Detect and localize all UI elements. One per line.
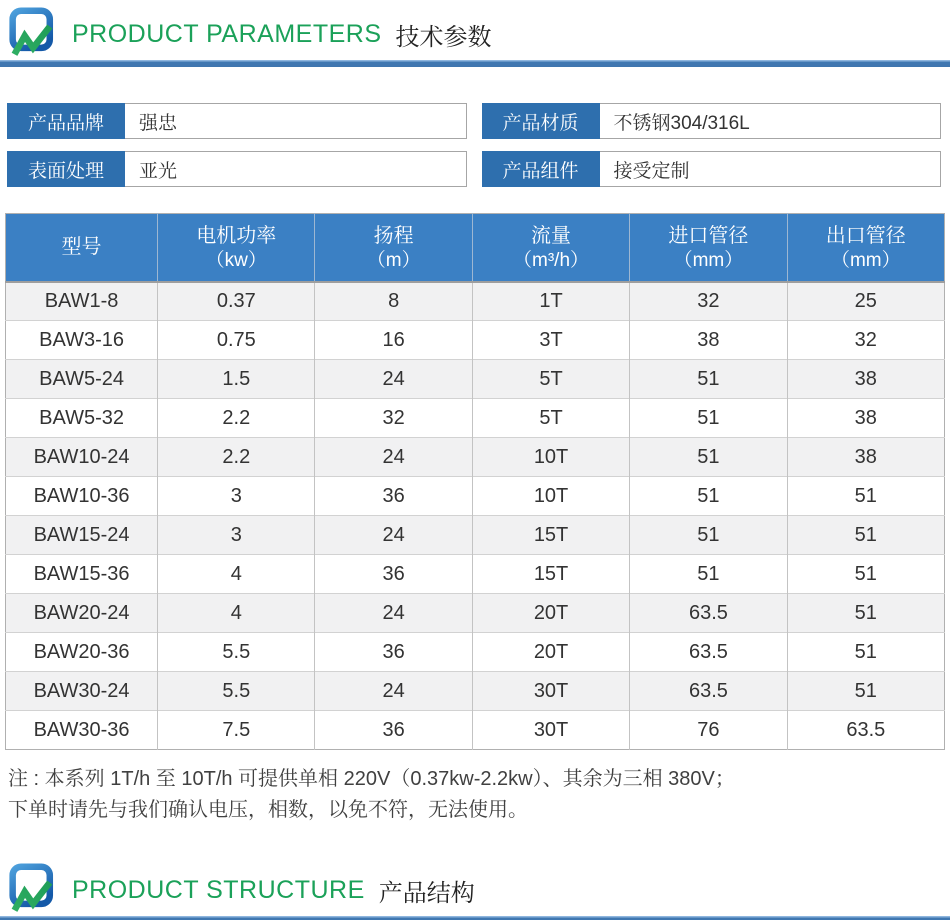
column-unit: （mm）: [830, 249, 901, 271]
table-cell: 3: [158, 516, 315, 555]
table-cell: 2.2: [158, 438, 315, 477]
table-cell: 1T: [472, 282, 629, 321]
table-cell: 30T: [472, 672, 629, 711]
table-cell: 51: [630, 360, 787, 399]
table-row: [6, 633, 945, 672]
table-cell: 36: [315, 711, 472, 750]
parameters-section-header: [0, 0, 950, 60]
table-cell: 36: [315, 555, 472, 594]
table-cell: 32: [787, 321, 944, 360]
table-cell: 16: [315, 321, 472, 360]
table-cell: 5T: [472, 399, 629, 438]
table-cell: BAW20-24: [6, 594, 158, 633]
column-header: [158, 214, 315, 282]
table-cell: 51: [787, 555, 944, 594]
table-cell: 24: [315, 516, 472, 555]
column-header: [787, 214, 944, 282]
table-cell: 10T: [472, 477, 629, 516]
table-cell: 51: [630, 555, 787, 594]
note-text: [8, 764, 942, 826]
column-name: 电机功率: [196, 224, 277, 247]
table-cell: 38: [787, 360, 944, 399]
table-cell: 51: [787, 477, 944, 516]
table-cell: 24: [315, 360, 472, 399]
column-unit: （m³/h）: [513, 249, 590, 271]
table-cell: 7.5: [158, 711, 315, 750]
table-cell: 0.37: [158, 282, 315, 321]
table-cell: 4: [158, 594, 315, 633]
table-row: [6, 672, 945, 711]
table-cell: BAW1-8: [6, 282, 158, 321]
table-cell: 36: [315, 477, 472, 516]
column-unit: （kw）: [205, 249, 267, 271]
table-cell: 20T: [472, 633, 629, 672]
column-header: [6, 214, 158, 282]
info-value: 不锈钢304/316L: [600, 103, 942, 139]
column-name: 扬程: [373, 224, 414, 247]
table-cell: 5.5: [158, 672, 315, 711]
table-cell: 63.5: [630, 633, 787, 672]
table-row: [6, 594, 945, 633]
structure-section-header: [0, 856, 950, 916]
table-cell: 0.75: [158, 321, 315, 360]
table-cell: 3: [158, 477, 315, 516]
table-cell: 51: [787, 594, 944, 633]
column-name: 型号: [61, 236, 102, 259]
info-label: 产品材质: [482, 103, 600, 139]
table-cell: 38: [787, 399, 944, 438]
section-title-zh: 产品结构: [378, 879, 475, 907]
table-cell: 51: [787, 633, 944, 672]
table-cell: 5.5: [158, 633, 315, 672]
table-cell: BAW10-24: [6, 438, 158, 477]
blue-divider: [0, 916, 950, 920]
table-cell: 24: [315, 594, 472, 633]
table-cell: 51: [630, 477, 787, 516]
table-row: [6, 399, 945, 438]
table-cell: BAW5-24: [6, 360, 158, 399]
table-cell: 24: [315, 438, 472, 477]
info-box: [7, 151, 467, 187]
table-cell: 51: [630, 399, 787, 438]
table-cell: 36: [315, 633, 472, 672]
table-row: [6, 282, 945, 321]
table-cell: 20T: [472, 594, 629, 633]
table-cell: 15T: [472, 555, 629, 594]
table-cell: BAW3-16: [6, 321, 158, 360]
table-cell: 38: [787, 438, 944, 477]
table-cell: 38: [630, 321, 787, 360]
brand-logo-icon: [8, 863, 60, 915]
section-title-en: PRODUCT PARAMETERS: [72, 19, 382, 48]
table-cell: 1.5: [158, 360, 315, 399]
spec-table-body: [6, 282, 945, 750]
table-row: [6, 477, 945, 516]
table-cell: 30T: [472, 711, 629, 750]
blue-divider: [0, 60, 950, 67]
column-header: [315, 214, 472, 282]
table-cell: 63.5: [787, 711, 944, 750]
table-cell: BAW15-24: [6, 516, 158, 555]
section-title-en: PRODUCT STRUCTURE: [72, 875, 365, 904]
table-cell: 51: [630, 516, 787, 555]
spec-header-row: [6, 214, 945, 282]
column-unit: （m）: [366, 249, 421, 271]
table-cell: 76: [630, 711, 787, 750]
info-label: 表面处理: [7, 151, 125, 187]
note-line-1: 注 : 本系列 1T/h 至 10T/h 可提供单相 220V（0.37kw-2.2kw）、其余为三相 380V；: [8, 768, 735, 790]
column-name: 进口管径: [668, 224, 749, 247]
column-name: 出口管径: [825, 224, 906, 247]
info-value: 强忠: [125, 103, 467, 139]
info-box: [7, 103, 467, 139]
table-row: [6, 711, 945, 750]
table-cell: 32: [630, 282, 787, 321]
table-cell: 51: [787, 516, 944, 555]
table-cell: BAW30-36: [6, 711, 158, 750]
spec-table: [5, 213, 945, 750]
table-row: [6, 516, 945, 555]
info-value: 亚光: [125, 151, 467, 187]
table-cell: BAW5-32: [6, 399, 158, 438]
section-title-zh: 技术参数: [395, 23, 492, 51]
table-cell: BAW10-36: [6, 477, 158, 516]
table-cell: 8: [315, 282, 472, 321]
column-unit: （mm）: [673, 249, 744, 271]
table-cell: 63.5: [630, 594, 787, 633]
table-row: [6, 321, 945, 360]
table-cell: BAW30-24: [6, 672, 158, 711]
table-cell: 25: [787, 282, 944, 321]
info-grid: [7, 103, 941, 187]
table-cell: 10T: [472, 438, 629, 477]
column-name: 流量: [531, 224, 572, 247]
brand-logo-icon: [8, 7, 60, 59]
table-cell: 32: [315, 399, 472, 438]
table-cell: BAW15-36: [6, 555, 158, 594]
info-box: [482, 103, 942, 139]
table-cell: 51: [630, 438, 787, 477]
info-box: [482, 151, 942, 187]
column-header: [472, 214, 629, 282]
column-header: [630, 214, 787, 282]
note-line-2: 下单时请先与我们确认电压，相数，以免不符，无法使用。: [8, 799, 528, 821]
table-cell: 3T: [472, 321, 629, 360]
table-cell: BAW20-36: [6, 633, 158, 672]
info-label: 产品品牌: [7, 103, 125, 139]
table-row: [6, 438, 945, 477]
table-cell: 51: [787, 672, 944, 711]
table-cell: 2.2: [158, 399, 315, 438]
spec-table-wrap: [5, 213, 945, 750]
table-cell: 63.5: [630, 672, 787, 711]
table-row: [6, 360, 945, 399]
table-cell: 24: [315, 672, 472, 711]
table-row: [6, 555, 945, 594]
table-cell: 15T: [472, 516, 629, 555]
table-cell: 5T: [472, 360, 629, 399]
info-label: 产品组件: [482, 151, 600, 187]
info-value: 接受定制: [600, 151, 942, 187]
table-cell: 4: [158, 555, 315, 594]
